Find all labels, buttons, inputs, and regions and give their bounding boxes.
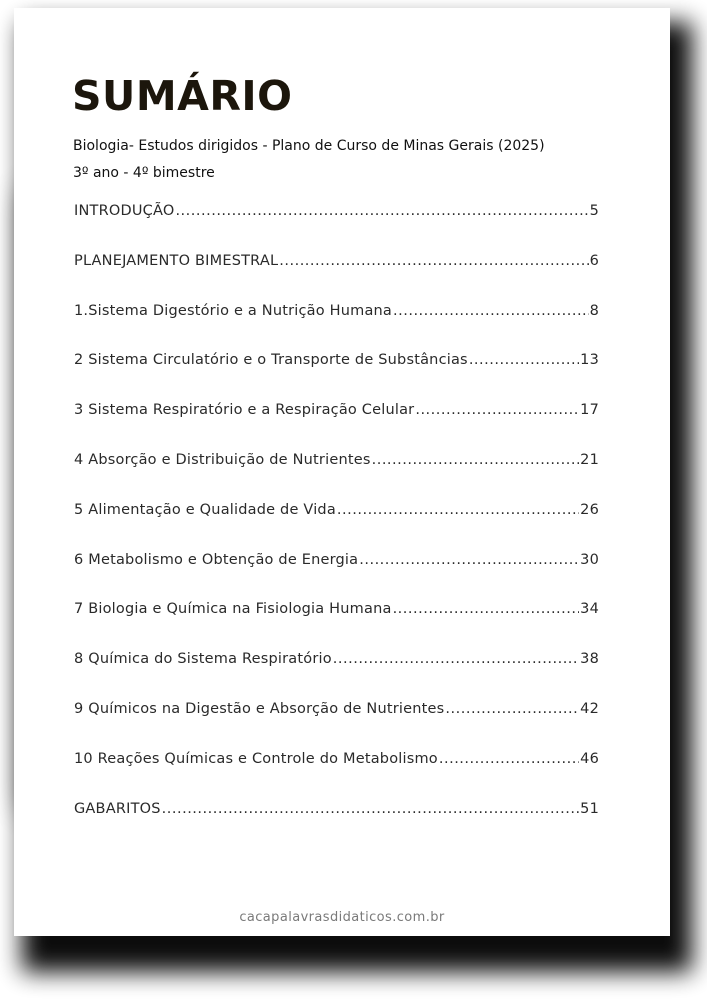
toc-entry[interactable] [74, 601, 599, 651]
toc-entry[interactable] [74, 203, 599, 253]
toc-entry-label: 7 Biologia e Química na Fisiologia Humana [74, 601, 392, 618]
toc-leader-dots [445, 701, 579, 717]
toc-leader-dots [359, 552, 579, 568]
page-title: SUMÁRIO [72, 72, 293, 120]
toc-entry-page: 5 [589, 203, 599, 219]
toc-entry-page: 34 [580, 601, 599, 618]
toc-entry-label: INTRODUÇÃO [74, 203, 175, 219]
toc-entry-label: 1.Sistema Digestório e a Nutrição Humana [74, 302, 393, 319]
toc-entry[interactable] [74, 402, 599, 452]
toc-entry[interactable] [74, 303, 599, 353]
toc-entry[interactable] [74, 352, 599, 402]
subtitle-grade: 3º ano - 4º bimestre [73, 165, 215, 181]
toc-entry-page: 46 [580, 750, 599, 767]
toc-leader-dots [337, 502, 579, 518]
toc-leader-dots [175, 203, 588, 219]
toc-entry-page: 30 [580, 551, 599, 568]
toc-entry-label: 8 Química do Sistema Respiratório [74, 651, 332, 668]
toc-leader-dots [415, 402, 579, 418]
toc-entry[interactable] [74, 651, 599, 701]
table-of-contents [74, 203, 599, 850]
toc-entry-page: 17 [580, 402, 599, 419]
toc-entry-label: 4 Absorção e Distribuição de Nutrientes [74, 451, 371, 468]
toc-entry-label: 9 Químicos na Digestão e Absorção de Nutrientes [74, 700, 445, 717]
footer-website: cacapalavrasdidaticos.com.br [239, 910, 445, 925]
toc-entry[interactable] [74, 701, 599, 751]
toc-entry-label: 6 Metabolismo e Obtenção de Energia [74, 551, 359, 568]
toc-leader-dots [393, 303, 589, 319]
toc-entry-page: 6 [589, 252, 599, 269]
toc-entry-page: 51 [580, 800, 599, 817]
toc-leader-dots [333, 651, 579, 667]
toc-entry[interactable] [74, 253, 599, 303]
toc-entry-page: 8 [589, 302, 599, 319]
toc-entry-label: 5 Alimentação e Qualidade de Vida [74, 501, 336, 518]
toc-entry[interactable] [74, 552, 599, 602]
document-page [14, 8, 670, 936]
toc-entry[interactable] [74, 452, 599, 502]
toc-entry-page: 42 [580, 700, 599, 717]
toc-entry[interactable] [74, 751, 599, 801]
toc-entry-label: GABARITOS [74, 800, 161, 817]
toc-entry[interactable] [74, 502, 599, 552]
toc-entry-page: 38 [580, 651, 599, 668]
toc-leader-dots [439, 751, 579, 767]
toc-entry-page: 13 [580, 352, 599, 369]
toc-leader-dots [393, 601, 580, 617]
toc-leader-dots [469, 352, 579, 368]
toc-entry-label: PLANEJAMENTO BIMESTRAL [74, 252, 279, 269]
toc-entry-page: 21 [580, 451, 599, 468]
toc-leader-dots [372, 452, 580, 468]
toc-entry-page: 26 [580, 501, 599, 518]
toc-entry-label: 3 Sistema Respiratório e a Respiração Celular [74, 402, 415, 419]
subtitle-course: Biologia- Estudos dirigidos - Plano de Curso de Minas Gerais (2025) [73, 138, 545, 154]
toc-entry[interactable] [74, 801, 599, 851]
toc-leader-dots [162, 801, 579, 817]
toc-entry-label: 2 Sistema Circulatório e o Transporte de Substâncias [74, 352, 468, 369]
toc-leader-dots [279, 253, 588, 269]
toc-entry-label: 10 Reações Químicas e Controle do Metabolismo [74, 750, 438, 767]
